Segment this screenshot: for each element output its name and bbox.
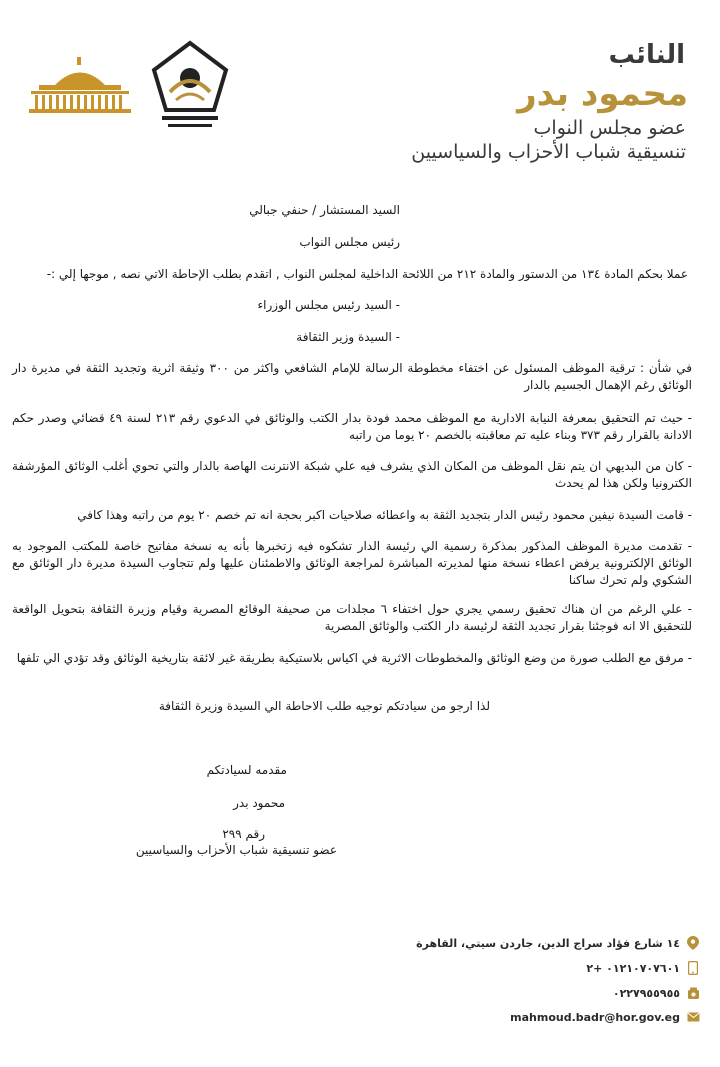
signature-name: محمود بدر	[233, 796, 285, 810]
parliament-dome-logo	[25, 55, 135, 115]
point-item: - مرفق مع الطلب صورة من وضع الوثائق والمخطوطات الاثرية في اكياس بلاستيكية بطريقة غير لائقة بتاريخية الوثائق وقد تؤدي الي تلفها	[16, 651, 692, 665]
letterhead-group: تنسيقية شباب الأحزاب والسياسيين	[411, 141, 686, 163]
footer-address-text: ١٤ شارع فؤاد سراج الدين، جاردن سيتي، القاهرة	[416, 936, 680, 950]
letterhead-name: محمود بدر	[517, 74, 688, 114]
recipient-item: - السيد رئيس مجلس الوزراء	[257, 298, 400, 312]
subject-paragraph: في شأن : ترقية الموظف المسئول عن اختفاء مخطوطة الرسالة للإمام الشافعي واكثر من ٣٠٠ وثيقة اثرية وتجديد الثقة في مديرة دار الوثائق رغم الإهمال الجسيم بالدار	[12, 361, 692, 392]
mobile-phone-icon	[686, 961, 700, 975]
signature-presented: مقدمه لسيادتكم	[206, 763, 287, 777]
point-item: - قامت السيدة نيفين محمود رئيس الدار بتجديد الثقة به واعطائه صلاحيات اكبر بحجة انه تم خصم ٢٠ يوم من راتبه وهذا كافي	[77, 508, 692, 522]
point-item: - تقدمت مديرة الموظف المذكور بمذكرة رسمية الي رئيسة الدار تشكوه فيه زتخبرها بأنه يه نسخة مفاتيح خاصة للمكتب الموجود به الوثائق الإلكترونية يرفض اعطاء نسخة منها لمديرته المباشرة لمراجعة الوثائق والاطمئنان عليها ولم تتجاوب السيدة مديرة دار الوثائق مع الشكوي ولم تحرك ساكنا	[12, 539, 692, 587]
point-item: - كان من البديهي ان يتم نقل الموظف من المكان الذي يشرف فيه علي شبكة الانترنت الهاصة بالدار والتي تحوي أغلب الوثائق المؤرشفة الكترونيا ولكن هذا لم يحدث	[12, 459, 692, 490]
footer-address	[416, 936, 700, 950]
party-emblem-logo	[150, 40, 230, 135]
signature-number: رقم ٢٩٩	[222, 827, 265, 841]
intro-paragraph: عملا بحكم المادة ١٣٤ من الدستور والمادة ٢١٢ من اللائحة الداخلية لمجلس النواب , اتقدم بطلب الإحاطة الاتي نصه , موجها إلي :-	[46, 267, 688, 281]
email-icon	[686, 1010, 700, 1024]
letterhead-role: عضو مجلس النواب	[533, 117, 686, 139]
addressee: السيد المستشار / حنفي جبالي	[249, 203, 400, 217]
point-item: - علي الرغم من ان هناك تحقيق رسمي يجري حول اختفاء ٦ مجلدات من صحيفة الوقائع المصرية وقيام وزيرة الثقافة بتحويل الواقعة للتحقيق الا انه فوجئنا بقرار تجديد الثقة لرئيسة دار الكتب والوثائق المصرية	[12, 602, 692, 633]
location-pin-icon	[686, 936, 700, 950]
footer-phone	[613, 986, 700, 1000]
letterhead-title: النائب	[608, 40, 685, 70]
footer-phone-text: ٠٢٢٧٩٥٥٩٥٥	[612, 986, 680, 1000]
closing-line: لذا ارجو من سيادتكم توجيه طلب الاحاطة الي السيدة وزيرة الثقافة	[158, 699, 490, 713]
recipient-item: - السيدة وزير الثقافة	[296, 330, 400, 344]
telephone-icon	[686, 986, 700, 1000]
point-item: - حيث تم التحقيق بمعرفة النيابة الادارية مع الموظف محمد فودة بدار الكتب والوثائق في الدعوي رقم ٢١٣ لسنة ٤٩ قضائي وصدر حكم الادانة بالقرار رقم ٣٧٣ وبناء عليه تم معاقبته بالخصم ٢٠ يوما من راتبه	[12, 411, 692, 442]
footer-email-text[interactable]: mahmoud.badr@hor.gov.eg	[510, 1010, 680, 1024]
signature-member: عضو تنسيقية شباب الأحزاب والسياسيين	[135, 843, 337, 857]
footer-email	[510, 1010, 700, 1024]
footer-mobile	[586, 961, 700, 975]
addressee-title: رئيس مجلس النواب	[299, 235, 400, 249]
footer-mobile-text: ٠١٢١٠٧٠٧٦٠١ +٢	[586, 961, 680, 975]
